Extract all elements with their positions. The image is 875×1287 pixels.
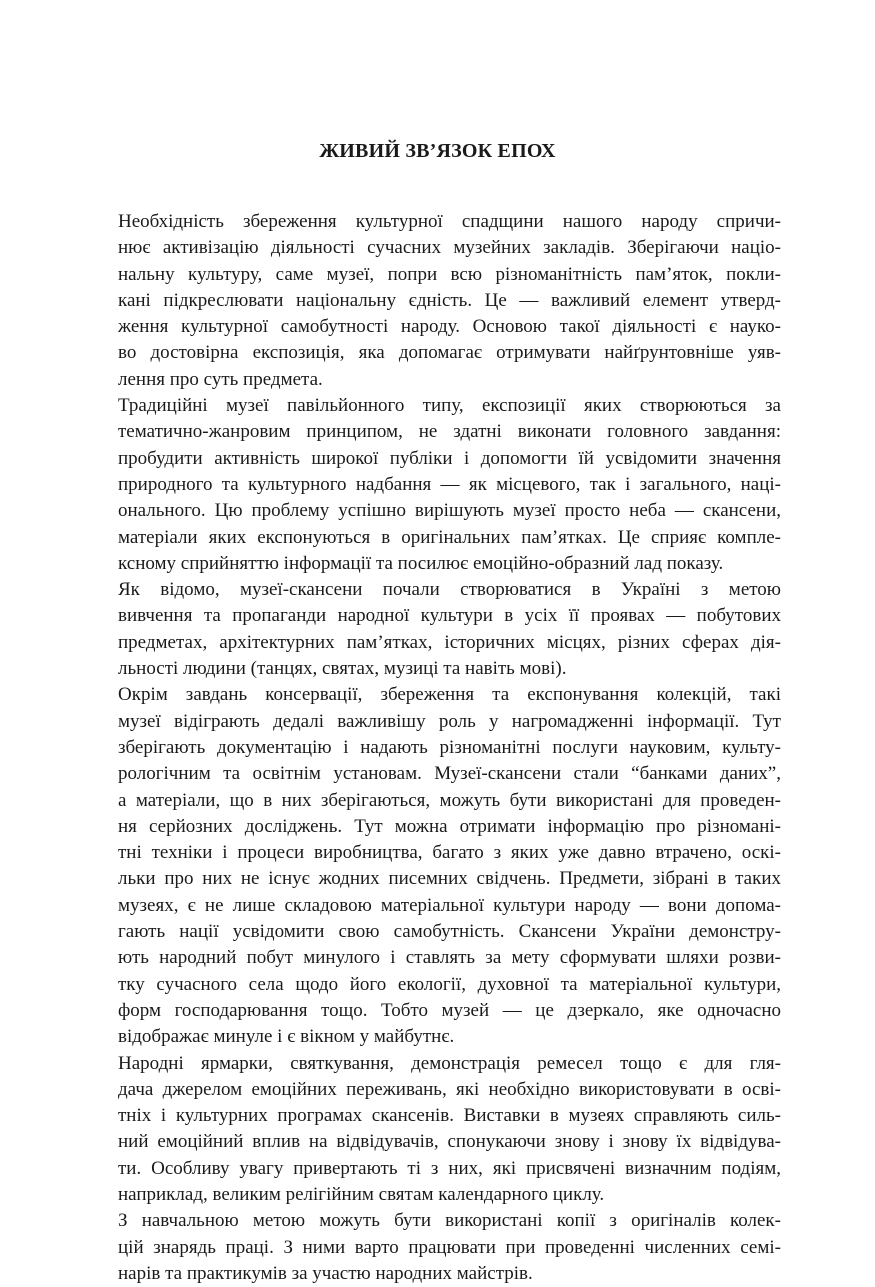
text-line: Як відомо, музеї-скансени почали створюватися в Україні з метою bbox=[118, 579, 781, 601]
text-line: гають нації усвідомити свою самобутність. Скансени України демонстру- bbox=[118, 921, 781, 943]
text-line: льки про них не існує жодних писемних свідчень. Предмети, зібрані в таких bbox=[118, 868, 781, 890]
text-line: Окрім завдань консервації, збереження та експонування колекцій, такі bbox=[118, 684, 781, 706]
text-line: ксному сприйняттю інформації та посилює емоційно-образний лад показу. bbox=[118, 552, 724, 574]
text-line: ють народний побут минулого і ставлять за мету сформувати шляхи розви- bbox=[118, 947, 781, 969]
text-line: льності людини (танцях, святах, музиці та навіть мові). bbox=[118, 658, 567, 680]
text-line: нальну культуру, саме музеї, попри всю різноманітність пам’яток, покли- bbox=[118, 263, 781, 285]
text-line: ний емоційний вплив на відвідувачів, спонукаючи знову і знову їх відвідува- bbox=[118, 1131, 781, 1153]
text-line: дача джерелом емоційних переживань, які необхідно використовувати в осві- bbox=[118, 1078, 781, 1100]
text-line: кані підкреслювати національну єдність. Це — важливий елемент утверд- bbox=[118, 289, 781, 311]
text-line: тку сучасного села щодо його екології, духовної та матеріальної культури, bbox=[118, 973, 781, 995]
text-line: лення про суть предмета. bbox=[118, 368, 323, 390]
text-line: форм господарювання тощо. Тобто музей — це дзеркало, яке одночасно bbox=[118, 999, 781, 1021]
text-line: музеях, є не лише складовою матеріальної культури народу — вони допома- bbox=[118, 894, 781, 916]
text-line: природного та культурного надбання — як місцевого, так і загального, наці- bbox=[118, 473, 781, 495]
text-line: предметах, архітектурних пам’ятках, історичних місцях, різних сферах дія- bbox=[118, 631, 781, 653]
text-line: Традиційні музеї павільйонного типу, експозиції яких створюються за bbox=[118, 395, 781, 417]
text-line: Необхідність збереження культурної спадщини нашого народу спричи- bbox=[118, 211, 781, 232]
text-line: матеріали яких експонуються в оригінальних пам’ятках. Це сприяє комплe- bbox=[118, 526, 781, 548]
text-line: ня серйозних досліджень. Тут можна отримати інформацію про різномані- bbox=[118, 815, 781, 837]
text-line: вивчення та пропаганди народної культури в усіх її проявах — побутових bbox=[118, 605, 781, 627]
paragraph bbox=[84, 393, 781, 577]
text-line: а матеріали, що в них зберігаються, можуть бути використані для проведен- bbox=[118, 789, 781, 811]
page-title: ЖИВИЙ ЗВ’ЯЗОК ЕПОХ bbox=[319, 140, 556, 162]
paragraph bbox=[84, 1208, 781, 1287]
text-line: рологічним та освітнім установам. Музеї-скансени стали “банками даних”, bbox=[118, 763, 781, 785]
paragraph bbox=[84, 209, 781, 393]
text-line: ження культурної самобутності народу. Основою такої діяльності є науко- bbox=[118, 316, 781, 338]
text-line: відображає минуле і є вікном у майбутнє. bbox=[118, 1026, 455, 1048]
paragraph bbox=[84, 682, 781, 1050]
text-line: ти. Особливу увагу привертають ті з них, які присвячені визначним подіям, bbox=[118, 1157, 781, 1179]
paragraph bbox=[84, 577, 781, 682]
text-line: наприклад, великим релігійним святам календарного циклу. bbox=[118, 1183, 605, 1205]
text-line: музеї відіграють дедалі важливішу роль у нагромадженні інформації. Тут bbox=[118, 710, 781, 732]
text-line: онального. Цю проблему успішно вирішують музеї просто неба — скансени, bbox=[118, 500, 781, 522]
text-line: Народні ярмарки, святкування, демонстрація ремесел тощо є для гля- bbox=[118, 1052, 781, 1074]
text-line: нарів та практикумів за участю народних майстрів. bbox=[118, 1262, 533, 1284]
text-line: цій знарядь праці. З ними варто працювати при проведенні численних семі- bbox=[118, 1236, 781, 1258]
text-line: тематично-жанровим принципом, не здатні виконати головного завдання: bbox=[118, 421, 781, 443]
paragraph bbox=[84, 1051, 781, 1209]
text-line: нює активізацію діяльності сучасних музейних закладів. Зберігаючи націо- bbox=[118, 237, 781, 259]
text-line: пробудити активність широкої публіки і допомогти їй усвідомити значення bbox=[118, 447, 781, 469]
text-line: во достовірна експозиція, яка допомагає отримувати найґрунтовніше уяв- bbox=[118, 342, 781, 364]
article-body bbox=[84, 209, 781, 1287]
text-line: З навчальною метою можуть бути використані копії з оригіналів колек- bbox=[118, 1210, 781, 1232]
text-line: тні техніки і процеси виробництва, багато з яких уже давно втрачено, оскі- bbox=[118, 842, 781, 864]
text-line: тніх і культурних програмах скансенів. Виставки в музеях справляють силь- bbox=[118, 1105, 781, 1127]
text-line: зберігають документацію і надають різноманітні послуги науковим, культу- bbox=[118, 736, 781, 758]
